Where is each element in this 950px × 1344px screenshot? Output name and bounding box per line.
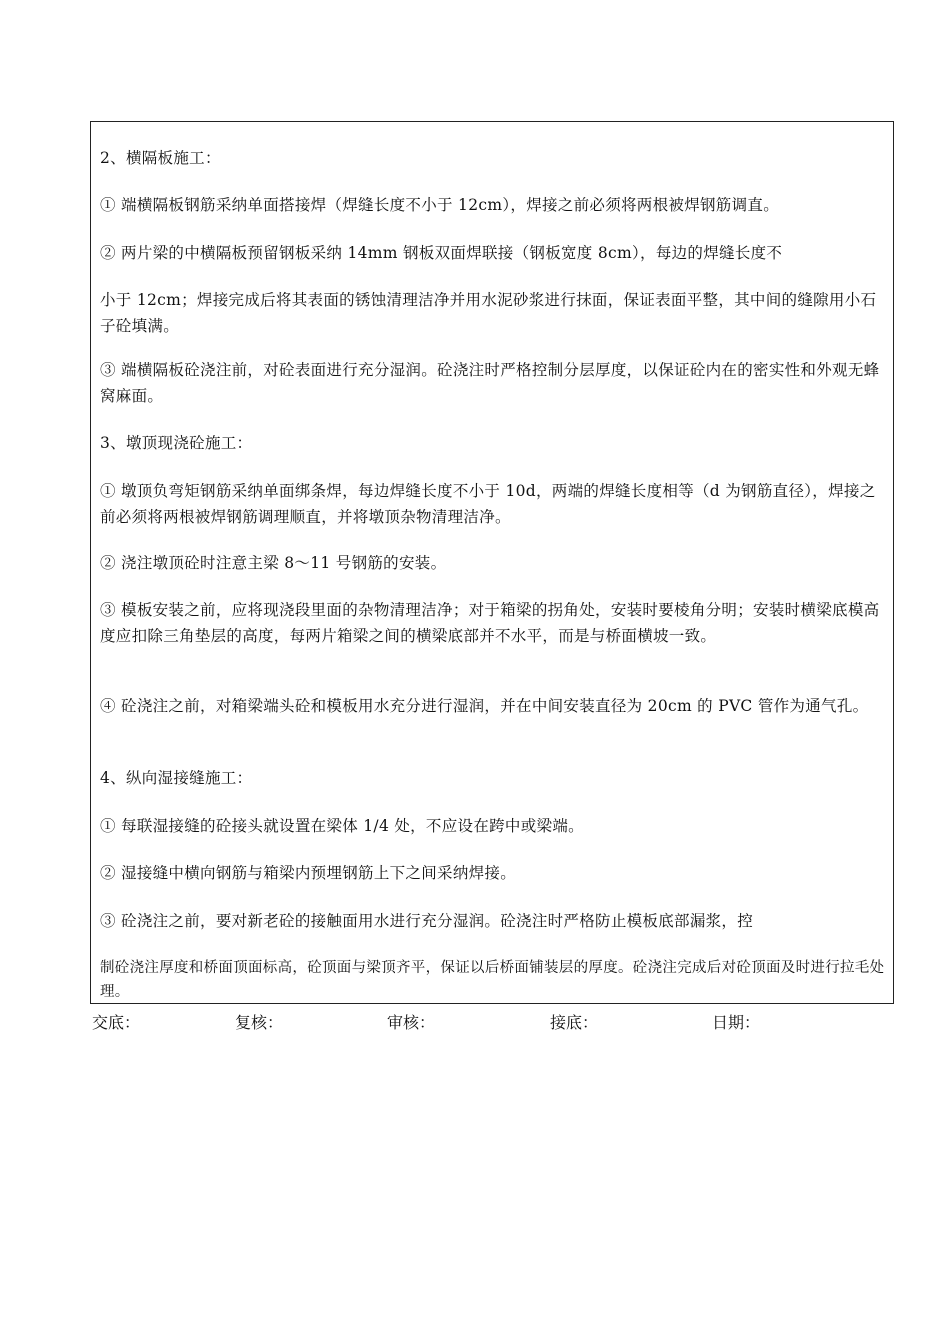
- paragraph-3-2: ② 浇注墩顶砼时注意主梁 8～11 号钢筋的安装。: [100, 554, 447, 572]
- paragraph-4-2: ② 湿接缝中横向钢筋与箱梁内预埋钢筋上下之间采纳焊接。: [100, 864, 517, 882]
- section-heading-3: 3、墩顶现浇砼施工：: [100, 434, 253, 452]
- footer-label-riqi: 日期：: [712, 1013, 761, 1032]
- footer-label-fuhe: 复核：: [235, 1013, 284, 1032]
- signature-footer: [0, 1010, 950, 1036]
- paragraph-2-1: ① 端横隔板钢筋采纳单面搭接焊（焊缝长度不小于 12cm），焊接之前必须将两根被焊钢筋调直。: [100, 196, 780, 214]
- footer-label-jiaodi: 交底：: [92, 1013, 141, 1032]
- paragraph-3-4: ④ 砼浇注之前，对箱梁端头砼和模板用水充分进行湿润，并在中间安装直径为 20cm 的 PVC 管作为通气孔。: [100, 697, 869, 715]
- paragraph-4-1: ① 每联湿接缝的砼接头就设置在梁体 1/4 处，不应设在跨中或梁端。: [100, 817, 584, 835]
- footer-label-shenhe: 审核：: [387, 1013, 436, 1032]
- paragraph-2-2: ② 两片梁的中横隔板预留钢板采纳 14mm 钢板双面焊联接（钢板宽度 8cm），每边的焊缝长度不: [100, 244, 783, 262]
- paragraph-3-3: ③ 模板安装之前，应将现浇段里面的杂物清理洁净；对于箱梁的拐角处，安装时要棱角分明；安装时横梁底模高度应扣除三角垫层的高度，每两片箱梁之间的横梁底部并不水平，而是与桥面横坡一致。: [100, 601, 880, 645]
- paragraph-3-1: ① 墩顶负弯矩钢筋采纳单面绑条焊，每边焊缝长度不小于 10d，两端的焊缝长度相等（d 为钢筋直径），焊接之前必须将两根被焊钢筋调理顺直，并将墩顶杂物清理洁净。: [100, 482, 876, 526]
- footer-label-jiedi: 接底：: [550, 1013, 599, 1032]
- section-heading-4: 4、纵向湿接缝施工：: [100, 769, 253, 787]
- paragraph-2-3: ③ 端横隔板砼浇注前，对砼表面进行充分湿润。砼浇注时严格控制分层厚度，以保证砼内在的密实性和外观无蜂窝麻面。: [100, 361, 880, 405]
- paragraph-4-3-continued: 制砼浇注厚度和桥面顶面标高，砼顶面与梁顶齐平，保证以后桥面铺装层的厚度。砼浇注完成后对砼顶面及时进行拉毛处理。: [100, 960, 885, 1000]
- section-heading-2: 2、横隔板施工：: [100, 149, 221, 167]
- paragraph-2-2-continued: 小于 12cm；焊接完成后将其表面的锈蚀清理洁净并用水泥砂浆进行抹面，保证表面平整，其中间的缝隙用小石子砼填满。: [100, 291, 877, 335]
- paragraph-4-3: ③ 砼浇注之前，要对新老砼的接触面用水进行充分湿润。砼浇注时严格防止模板底部漏浆，控: [100, 912, 754, 930]
